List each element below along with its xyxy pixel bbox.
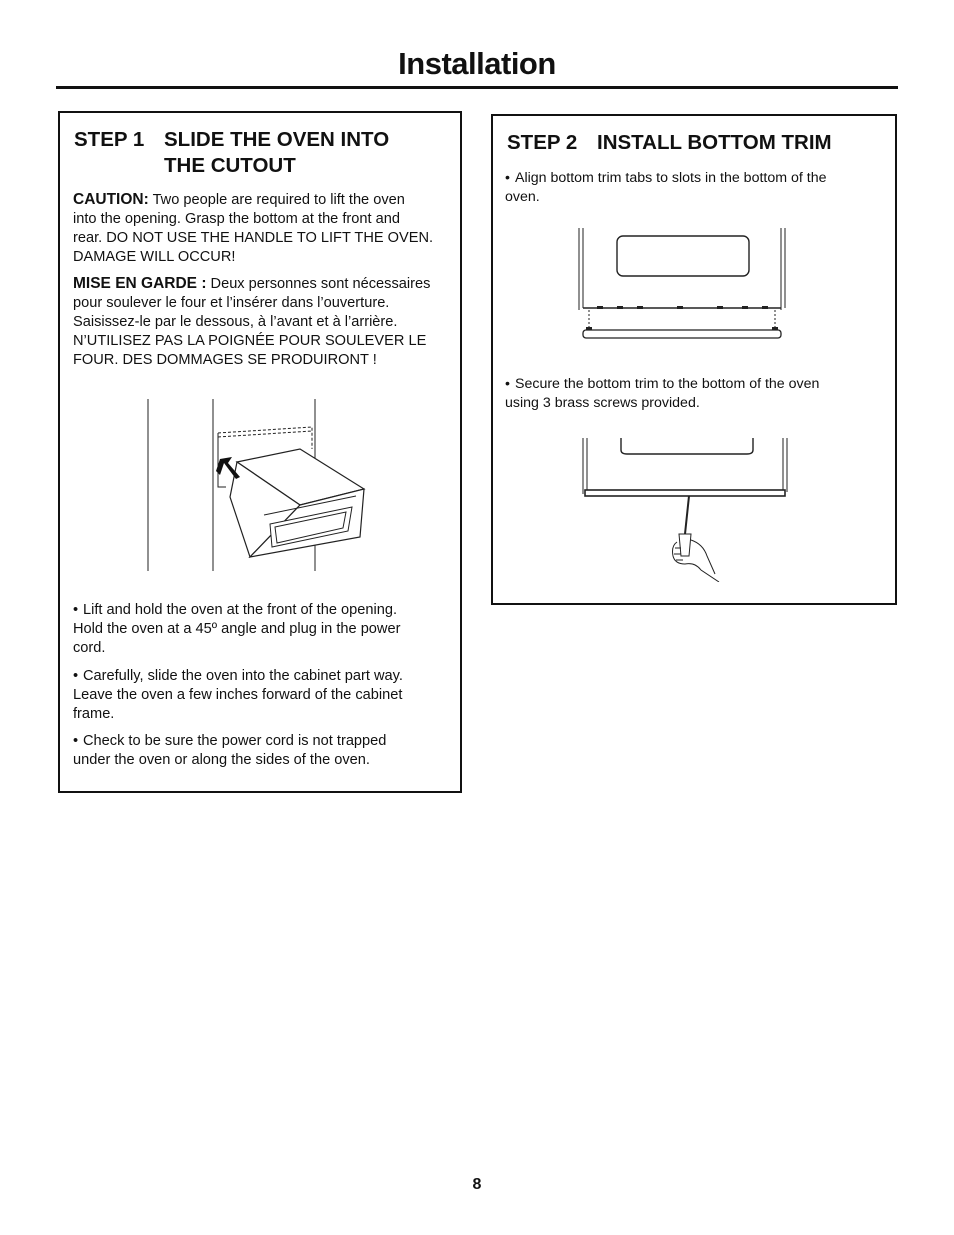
step1-title-line2: THE CUTOUT	[164, 154, 296, 177]
oven-slide-illustration	[142, 397, 372, 573]
step1-bullet-2: • Carefully, slide the oven into the cabinet part way. Leave the oven a few inches forward of the cabinet frame.	[73, 668, 403, 722]
step2-heading	[507, 130, 887, 160]
page-number: 8	[472, 1176, 482, 1193]
step2-bullet-2: • Secure the bottom trim to the bottom of the oven using 3 brass screws provided.	[505, 376, 820, 411]
mise-en-garde-paragraph: MISE EN GARDE : Deux personnes sont nécessaires pour soulever le four et l’insérer dans l’ouverture. Saisissez-le par le dessous, à l’avant et à l’arrière. N’UTILISEZ PAS LA POIGNÉE POUR SOULEVER LE FOUR. DES DOMMAGES SE PRODUIRONT !	[73, 275, 431, 368]
step1-bullet-1: • Lift and hold the oven at the front of the opening. Hold the oven at a 45º angle and plug in the power cord.	[73, 602, 401, 656]
caution-label: CAUTION:	[73, 191, 149, 208]
page-title: Installation	[398, 46, 556, 81]
title-rule	[56, 86, 898, 89]
mise-en-garde-label: MISE EN GARDE :	[73, 275, 207, 292]
step1-title-line1: SLIDE THE OVEN INTO	[164, 128, 390, 151]
step2-panel	[491, 114, 897, 605]
step2-number: STEP 2	[507, 131, 578, 154]
bottom-trim-align-illustration	[577, 226, 789, 346]
step1-number: STEP 1	[74, 128, 145, 151]
step2-bullet-1: • Align bottom trim tabs to slots in the bottom of the oven.	[505, 170, 827, 205]
step2-title: INSTALL BOTTOM TRIM	[597, 131, 832, 154]
screwdriver-trim-illustration	[581, 436, 793, 582]
caution-paragraph: CAUTION: Two people are required to lift the oven into the opening. Grasp the bottom at the front and rear. DO NOT USE THE HANDLE TO LIFT THE OVEN. DAMAGE WILL OCCUR!	[73, 191, 434, 265]
step1-bullet-3: • Check to be sure the power cord is not trapped under the oven or along the sides of the oven.	[73, 733, 387, 768]
step1-panel	[58, 111, 462, 793]
step1-heading	[74, 127, 454, 187]
